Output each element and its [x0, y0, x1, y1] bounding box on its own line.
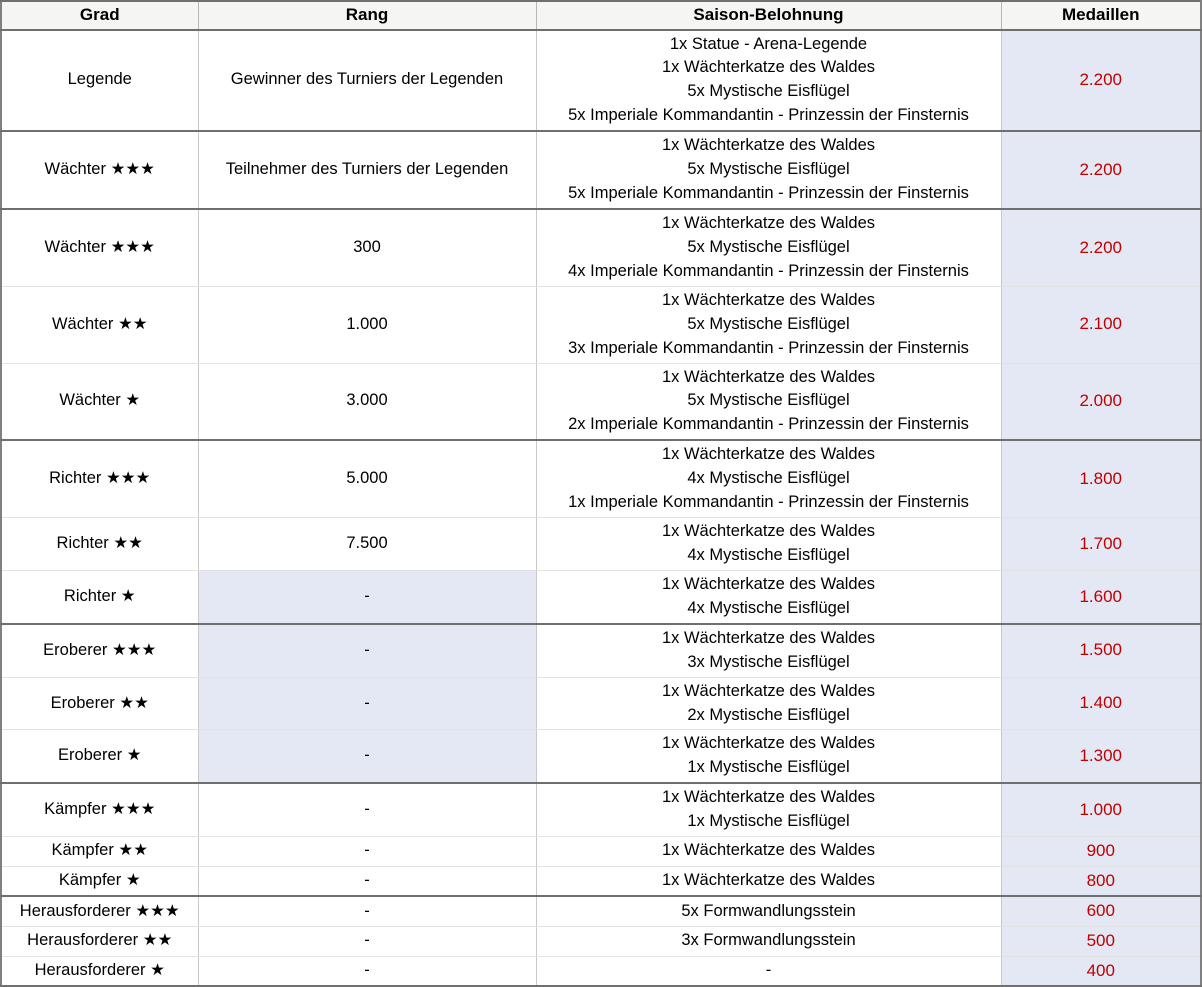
- cell-medaillen: 1.500: [1001, 624, 1201, 677]
- cell-medaillen: 900: [1001, 837, 1201, 867]
- cell-saison-belohnung: [536, 518, 1001, 571]
- table-row: [1, 570, 1201, 623]
- cell-saison-belohnung: [536, 896, 1001, 926]
- reward-line: 4x Mystische Eisflügel: [687, 598, 850, 617]
- cell-rang: 3.000: [198, 363, 536, 440]
- cell-saison-belohnung: [536, 783, 1001, 836]
- cell-grad: Herausforderer ★★: [1, 927, 198, 957]
- cell-medaillen: 1.000: [1001, 783, 1201, 836]
- cell-grad: Richter ★★: [1, 518, 198, 571]
- table-header: [1, 1, 1201, 30]
- cell-medaillen: 2.100: [1001, 286, 1201, 363]
- table-row: [1, 209, 1201, 286]
- reward-line: 4x Imperiale Kommandantin - Prinzessin der Finsternis: [568, 261, 969, 280]
- column-header-saison: Saison-Belohnung: [536, 1, 1001, 30]
- reward-line: 5x Mystische Eisflügel: [687, 160, 850, 179]
- cell-saison-belohnung: [536, 837, 1001, 867]
- cell-rang: 5.000: [198, 440, 536, 517]
- cell-saison-belohnung: [536, 677, 1001, 730]
- cell-medaillen: 2.000: [1001, 363, 1201, 440]
- reward-line: 1x Wächterkatze des Waldes: [661, 871, 876, 890]
- cell-grad: Wächter ★★★: [1, 209, 198, 286]
- cell-medaillen: 2.200: [1001, 209, 1201, 286]
- reward-line: 2x Mystische Eisflügel: [687, 705, 850, 724]
- cell-saison-belohnung: [536, 730, 1001, 783]
- cell-saison-belohnung: [536, 286, 1001, 363]
- cell-saison-belohnung: [536, 131, 1001, 209]
- reward-line: 1x Wächterkatze des Waldes: [661, 214, 876, 232]
- cell-medaillen: 1.600: [1001, 570, 1201, 623]
- cell-rang: Teilnehmer des Turniers der Legenden: [198, 131, 536, 209]
- reward-line: 4x Mystische Eisflügel: [687, 545, 850, 564]
- cell-rang: -: [198, 570, 536, 623]
- cell-rang: 7.500: [198, 518, 536, 571]
- table-row: [1, 286, 1201, 363]
- reward-line: 5x Mystische Eisflügel: [687, 391, 850, 410]
- cell-medaillen: 600: [1001, 896, 1201, 926]
- cell-rang: -: [198, 677, 536, 730]
- column-header-rang: Rang: [198, 1, 536, 30]
- reward-line: 1x Wächterkatze des Waldes: [661, 58, 876, 77]
- table-row: [1, 866, 1201, 896]
- column-header-medaillen: Medaillen: [1001, 1, 1201, 30]
- cell-rang: -: [198, 730, 536, 783]
- cell-rang: 300: [198, 209, 536, 286]
- cell-rang: -: [198, 927, 536, 957]
- table-row: [1, 363, 1201, 440]
- cell-grad: Herausforderer ★: [1, 956, 198, 986]
- cell-rang: -: [198, 866, 536, 896]
- reward-line: 1x Wächterkatze des Waldes: [661, 681, 876, 700]
- reward-line: 1x Wächterkatze des Waldes: [661, 628, 876, 647]
- reward-line: 5x Mystische Eisflügel: [687, 314, 850, 333]
- cell-grad: Wächter ★★: [1, 286, 198, 363]
- cell-saison-belohnung: [536, 363, 1001, 440]
- cell-grad: Kämpfer ★: [1, 866, 198, 896]
- reward-line: 5x Imperiale Kommandantin - Prinzessin der Finsternis: [568, 184, 969, 203]
- cell-medaillen: 2.200: [1001, 131, 1201, 209]
- reward-line: 5x Mystische Eisflügel: [687, 82, 850, 101]
- cell-rang: Gewinner des Turniers der Legenden: [198, 30, 536, 132]
- table-row: [1, 896, 1201, 926]
- cell-medaillen: 1.700: [1001, 518, 1201, 571]
- table-row: [1, 783, 1201, 836]
- cell-rang: -: [198, 624, 536, 677]
- cell-medaillen: 2.200: [1001, 30, 1201, 132]
- table-row: [1, 131, 1201, 209]
- cell-grad: Wächter ★★★: [1, 131, 198, 209]
- cell-saison-belohnung: [536, 624, 1001, 677]
- cell-saison-belohnung: [536, 956, 1001, 986]
- reward-line: 1x Mystische Eisflügel: [687, 812, 850, 831]
- cell-grad: Eroberer ★★★: [1, 624, 198, 677]
- reward-line: 3x Formwandlungsstein: [681, 931, 856, 950]
- cell-saison-belohnung: [536, 209, 1001, 286]
- cell-grad: Legende: [1, 30, 198, 132]
- reward-line: 1x Imperiale Kommandantin - Prinzessin der Finsternis: [568, 493, 969, 512]
- cell-grad: Richter ★: [1, 570, 198, 623]
- cell-medaillen: 500: [1001, 927, 1201, 957]
- reward-line: 2x Imperiale Kommandantin - Prinzessin der Finsternis: [568, 415, 969, 434]
- reward-line: 5x Formwandlungsstein: [681, 901, 856, 920]
- column-header-grad: Grad: [1, 1, 198, 30]
- cell-grad: Wächter ★: [1, 363, 198, 440]
- reward-line: -: [765, 961, 772, 980]
- reward-line: 1x Mystische Eisflügel: [687, 758, 850, 777]
- reward-line: 3x Mystische Eisflügel: [687, 652, 850, 671]
- table-row: [1, 837, 1201, 867]
- cell-grad: Kämpfer ★★★: [1, 783, 198, 836]
- reward-line: 5x Imperiale Kommandantin - Prinzessin der Finsternis: [568, 106, 969, 125]
- reward-line: 1x Wächterkatze des Waldes: [661, 367, 876, 386]
- table-row: [1, 624, 1201, 677]
- reward-line: 1x Wächterkatze des Waldes: [661, 445, 876, 464]
- cell-medaillen: 1.800: [1001, 440, 1201, 517]
- reward-line: 3x Imperiale Kommandantin - Prinzessin der Finsternis: [568, 338, 969, 357]
- cell-rang: -: [198, 837, 536, 867]
- table-body: [1, 30, 1201, 987]
- cell-medaillen: 400: [1001, 956, 1201, 986]
- cell-grad: Eroberer ★: [1, 730, 198, 783]
- cell-rang: -: [198, 783, 536, 836]
- table-row: [1, 677, 1201, 730]
- header-row: [1, 1, 1201, 30]
- table-row: [1, 956, 1201, 986]
- cell-saison-belohnung: [536, 570, 1001, 623]
- cell-medaillen: 1.400: [1001, 677, 1201, 730]
- cell-grad: Eroberer ★★: [1, 677, 198, 730]
- table-row: [1, 30, 1201, 132]
- cell-saison-belohnung: [536, 440, 1001, 517]
- cell-rang: -: [198, 956, 536, 986]
- reward-line: 1x Wächterkatze des Waldes: [661, 522, 876, 541]
- reward-line: 5x Mystische Eisflügel: [687, 237, 850, 256]
- cell-medaillen: 800: [1001, 866, 1201, 896]
- reward-line: 1x Wächterkatze des Waldes: [661, 136, 876, 155]
- cell-saison-belohnung: [536, 866, 1001, 896]
- cell-grad: Richter ★★★: [1, 440, 198, 517]
- reward-line: 1x Wächterkatze des Waldes: [661, 290, 876, 309]
- reward-line: 1x Wächterkatze des Waldes: [661, 841, 876, 860]
- table-row: [1, 730, 1201, 783]
- table-row: [1, 440, 1201, 517]
- cell-saison-belohnung: [536, 30, 1001, 132]
- cell-grad: Kämpfer ★★: [1, 837, 198, 867]
- cell-medaillen: 1.300: [1001, 730, 1201, 783]
- reward-line: 1x Statue - Arena-Legende: [669, 34, 868, 53]
- cell-grad: Herausforderer ★★★: [1, 896, 198, 926]
- reward-line: 1x Wächterkatze des Waldes: [661, 574, 876, 593]
- reward-line: 1x Wächterkatze des Waldes: [661, 788, 876, 807]
- cell-rang: 1.000: [198, 286, 536, 363]
- cell-rang: -: [198, 896, 536, 926]
- reward-line: 1x Wächterkatze des Waldes: [661, 734, 876, 753]
- table-row: [1, 518, 1201, 571]
- cell-saison-belohnung: [536, 927, 1001, 957]
- reward-line: 4x Mystische Eisflügel: [687, 469, 850, 488]
- table-row: [1, 927, 1201, 957]
